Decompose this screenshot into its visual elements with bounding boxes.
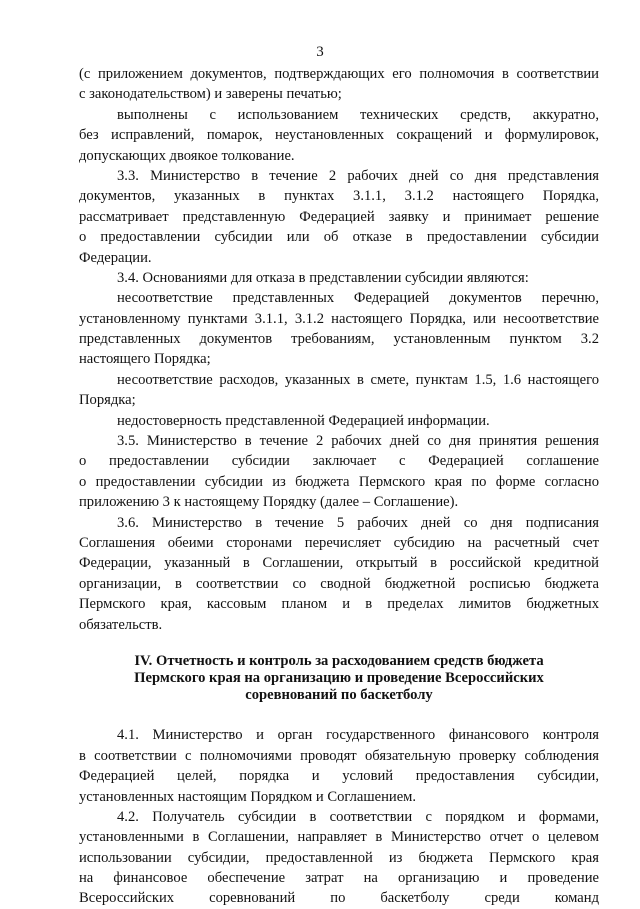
section-heading-line: Пермского края на организацию и проведение Всероссийских <box>134 669 544 686</box>
text-line: Порядка; <box>79 392 136 409</box>
text-line: недостоверность представленной Федерацией информации. <box>117 412 490 429</box>
text-line: представленных документов требованиям, установленным пунктом 3.2 <box>79 331 599 348</box>
paragraph-4-2: 4.2. Получатель субсидии в соответствии с порядком и формами, <box>117 808 599 825</box>
text-line: о предоставлении субсидии или об отказе в предоставлении субсидии <box>79 229 599 246</box>
text-line: организации, в соответствии со сводной бюджетной росписью бюджета <box>79 575 599 592</box>
text-line: установленными в Соглашении, направляет в Министерство отчет о целевом <box>79 829 599 846</box>
text-line: рассматривает представленную Федерацией заявку и принимает решение <box>79 208 599 225</box>
text-line: Федерации, указанный в Соглашении, открытый в российской кредитной <box>79 555 599 572</box>
text-line: о предоставлении субсидии из бюджета Пермского края по форме согласно <box>79 473 599 490</box>
text-line: установленному пунктами 3.1.1, 3.1.2 настоящего Порядка, или несоответствие <box>79 310 599 327</box>
text-line: установленных настоящим Порядком и Соглашением. <box>79 788 417 805</box>
text-line: использовании субсидии, предоставленной из бюджета Пермского края <box>79 849 599 866</box>
paragraph-3-3: 3.3. Министерство в течение 2 рабочих дней со дня представления <box>117 167 599 184</box>
text-line: в соответствии с полномочиями проводят обязательную проверку соблюдения <box>79 747 599 764</box>
text-line: настоящего Порядка; <box>79 351 211 368</box>
text-line: Соглашения обеими сторонами перечисляет субсидию на расчетный счет <box>79 534 599 551</box>
paragraph-3-5: 3.5. Министерство в течение 2 рабочих дней со дня принятия решения <box>117 433 599 450</box>
text-line: на финансовое обеспечение затрат на организацию и проведение <box>79 870 599 887</box>
text-line: несоответствие расходов, указанных в смете, пунктам 1.5, 1.6 настоящего <box>117 371 599 388</box>
section-heading <box>79 653 599 703</box>
text-line: (с приложением документов, подтверждающих его полномочия в соответствии <box>79 66 599 82</box>
text-line: документов, указанных в пунктах 3.1.1, 3.1.2 настоящего Порядка, <box>79 188 599 205</box>
text-line: выполнены с использованием технических средств, аккуратно, <box>117 106 599 123</box>
document-body <box>79 64 599 909</box>
section-heading-line: IV. Отчетность и контроль за расходованием средств бюджета <box>134 652 544 669</box>
text-line: Всероссийских соревнований по баскетболу среди команд <box>79 890 599 907</box>
text-line: о предоставлении субсидии заключает с Федерацией соглашение <box>79 453 599 470</box>
paragraph-3-6: 3.6. Министерство в течение 5 рабочих дней со дня подписания <box>117 514 599 531</box>
text-line: Федерацией целей, порядка и условий предоставления субсидии, <box>79 768 599 785</box>
text-line: без исправлений, помарок, неустановленных сокращений и формулировок, <box>79 127 599 144</box>
paragraph-4-1: 4.1. Министерство и орган государственного финансового контроля <box>117 727 599 744</box>
text-line: приложению 3 к настоящему Порядку (далее – Соглашение). <box>79 494 459 511</box>
text-line: Федерации. <box>79 249 152 266</box>
page-number: 3 <box>316 44 324 60</box>
text-line: несоответствие представленных Федерацией документов перечню, <box>117 290 599 307</box>
section-heading-line: соревнований по баскетболу <box>245 686 433 703</box>
text-line: Пермского края, кассовым планом и в пределах лимитов бюджетных <box>79 596 599 613</box>
text-line: обязательств. <box>79 616 163 633</box>
paragraph-3-4: 3.4. Основаниями для отказа в представлении субсидии являются: <box>117 269 529 286</box>
text-line: с законодательством) и заверены печатью; <box>79 86 342 103</box>
text-line: допускающих двоякое толкование. <box>79 147 295 164</box>
